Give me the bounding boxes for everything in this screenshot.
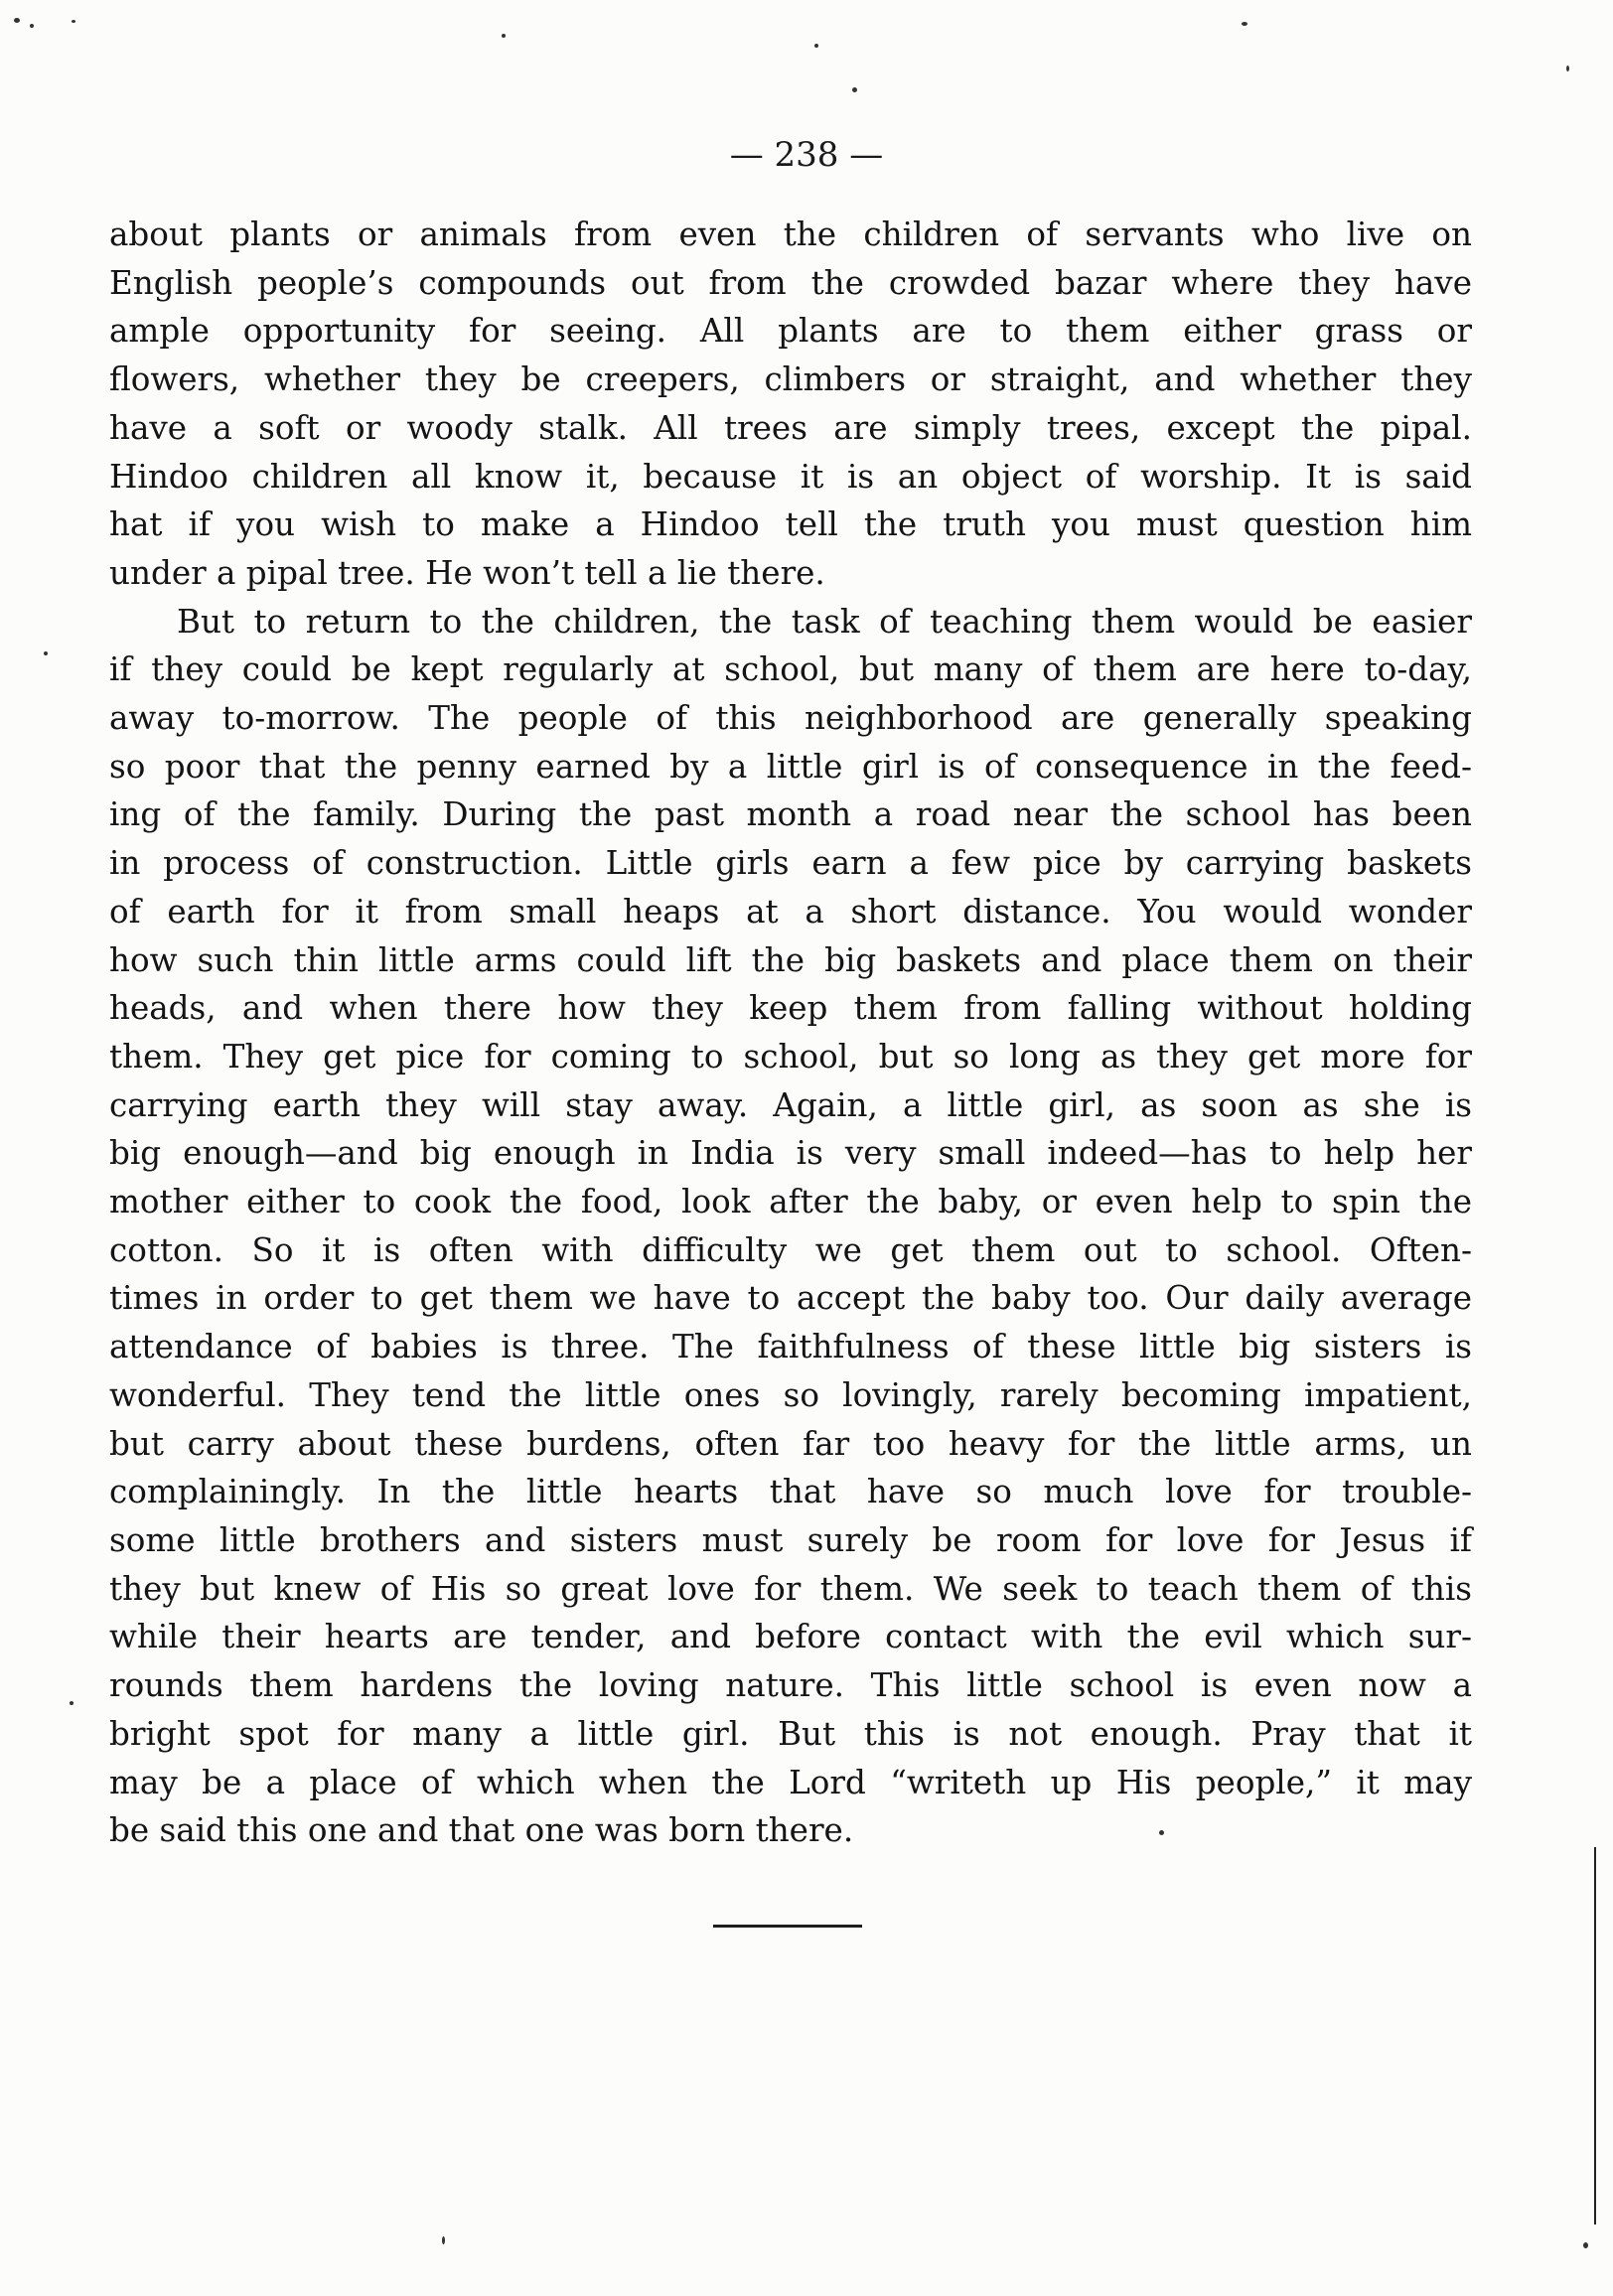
page-number: — 238 — [729,135,884,175]
text-line: wonderful. They tend the little ones so lovingly, rarely becoming impatient, [109,1375,1472,1414]
text-line: English people’s compounds out from the crowded bazar where they have [109,263,1472,302]
text-line: carrying earth they will stay away. Again, a little girl, as soon as she is [109,1085,1472,1124]
text-line: may be a place of which when the Lord “writeth up His people,” it may [109,1763,1472,1801]
scan-speck [44,651,48,655]
scan-speck [1566,66,1569,72]
text-line: how such thin little arms could lift the big baskets and place them on their [109,940,1472,979]
text-line: but carry about these burdens, often far too heavy for the little arms, un [109,1424,1472,1463]
text-line: heads, and when there how they keep them from falling without holding [109,989,1472,1028]
text-line: about plants or animals from even the children of servants who live on [109,215,1472,253]
text-line: attendance of babies is three. The faithfulness of these little big sisters is [109,1328,1472,1366]
text-line: bright spot for many a little girl. But this is not enough. Pray that it [109,1714,1472,1753]
text-line: of earth for it from small heaps at a short distance. You would wonder [109,892,1472,931]
text-line: times in order to get them we have to accept the baby too. Our daily average [109,1279,1472,1318]
text-line: complainingly. In the little hearts that have so much love for trouble- [109,1473,1472,1511]
scan-speck [70,1701,73,1705]
scan-speck [1242,22,1247,26]
paragraph-end-line: be said this one and that one was born there. [109,1811,854,1850]
scan-speck [14,18,20,23]
text-line: flowers, whether they be creepers, climbers or straight, and whether they [109,360,1472,399]
text-line: Hindoo children all know it, because it is an object of worship. It is said [109,457,1472,496]
section-divider [713,1925,862,1928]
scan-speck [1159,1830,1164,1835]
text-line: mother either to cook the food, look after the baby, or even help to spin the [109,1183,1472,1221]
text-line: ample opportunity for seeing. All plants are to them either grass or [109,312,1472,351]
text-line: ing of the family. During the past month a road near the school has been [109,795,1472,834]
scan-speck [814,44,818,48]
paragraph-start-line: But to return to the children, the task of teaching them would be easier [177,602,1472,641]
scan-speck [72,20,75,23]
scan-speck [1583,2242,1588,2248]
scan-speck [852,87,857,92]
text-line: cotton. So it is often with difficulty we get them out to school. Often- [109,1230,1472,1269]
text-line: them. They get pice for coming to school, but so long as they get more for [109,1037,1472,1076]
text-line: so poor that the penny earned by a little girl is of consequence in the feed- [109,747,1472,786]
paragraph-end-line: under a pipal tree. He won’t tell a lie there. [109,553,825,592]
scan-speck [442,2236,445,2244]
scan-edge-line [1594,1847,1596,2224]
text-line: if they could be kept regularly at school, but many of them are here to-day, [109,650,1472,689]
text-line: rounds them hardens the loving nature. This little school is even now a [109,1666,1472,1705]
text-line: they but knew of His so great love for them. We seek to teach them of this [109,1569,1472,1608]
text-line: away to-morrow. The people of this neighborhood are generally speaking [109,699,1472,738]
body-text [109,211,1472,1855]
text-line: in process of construction. Little girls earn a few pice by carrying baskets [109,844,1472,883]
scan-speck [30,24,34,28]
text-line: big enough—and big enough in India is very small indeed—has to help her [109,1134,1472,1173]
scan-speck [502,34,506,38]
text-line: have a soft or woody stalk. All trees are simply trees, except the pipal. [109,408,1472,447]
text-line: while their hearts are tender, and before contact with the evil which sur- [109,1618,1472,1656]
text-line: hat if you wish to make a Hindoo tell the truth you must question him [109,505,1472,544]
text-line: some little brothers and sisters must surely be room for love for Jesus if [109,1520,1472,1559]
